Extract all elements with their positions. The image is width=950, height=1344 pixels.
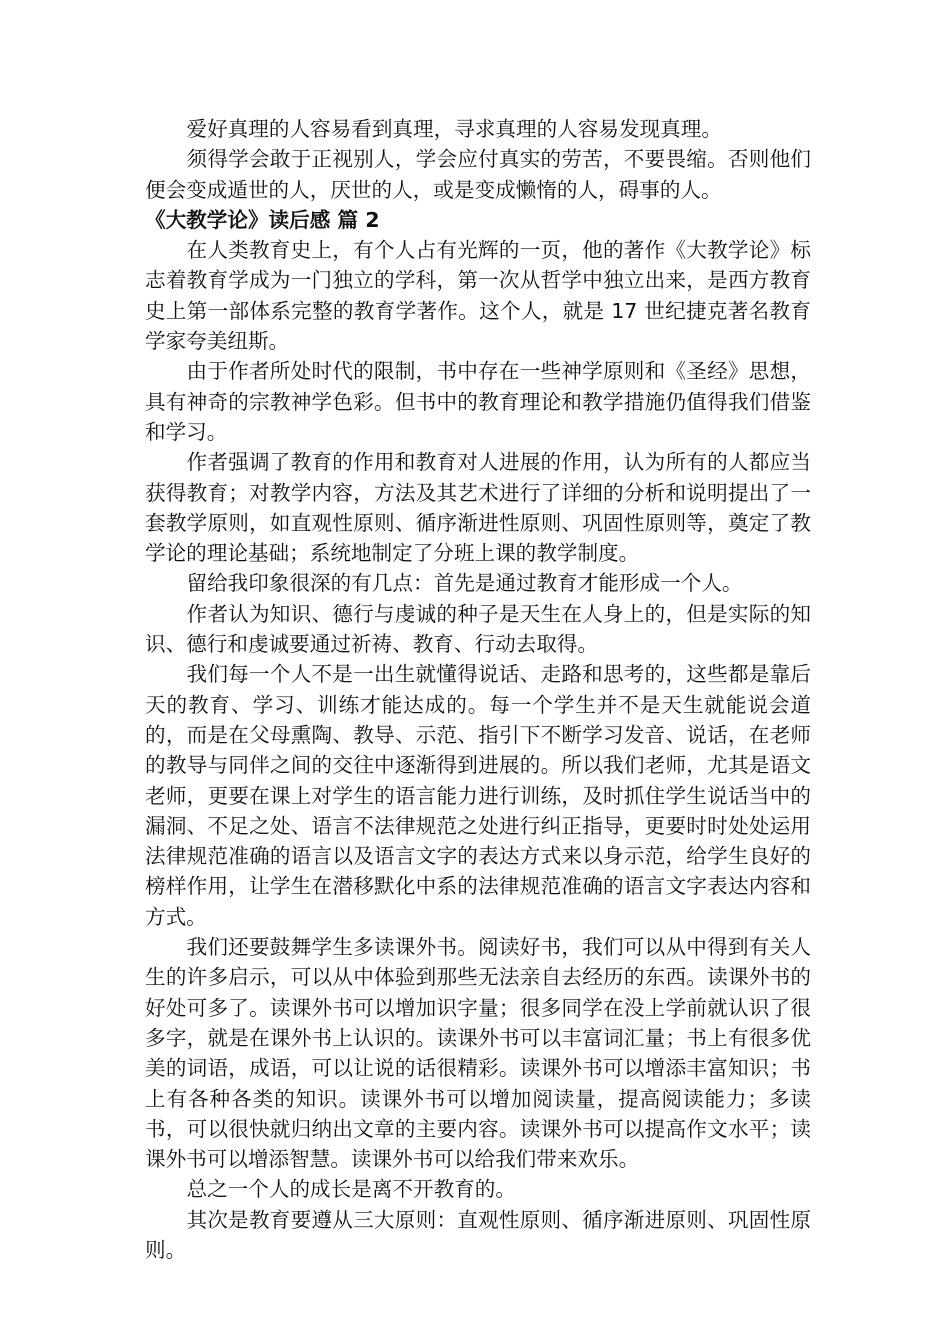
- paragraph-era-limits: 由于作者所处时代的限制，书中存在一些神学原则和《圣经》思想，具有神奇的宗教神学色彩。但书中的教育理论和教学措施仍值得我们借鉴和学习。: [145, 359, 811, 444]
- paragraph-principles: 其次是教育要遵从三大原则：直观性原则、循序渐进原则、巩固性原则。: [145, 1207, 811, 1262]
- paragraph-face-others: 须得学会敢于正视别人，学会应付真实的劳苦，不要畏缩。否则他们便会变成遁世的人，厌世的人，或是变成懒惰的人，碍事的人。: [145, 147, 811, 202]
- paragraph-seeds: 作者认为知识、德行与虔诚的种子是天生在人身上的，但是实际的知识、德行和虔诚要通过祈祷、教育、行动去取得。: [145, 601, 811, 657]
- paragraph-education-role: 作者强调了教育的作用和教育对人进展的作用，认为所有的人都应当获得教育；对教学内容，方法及其艺术进行了详细的分析和说明提出了一套教学原则，如直观性原则、循序渐进性原则、巩固性原则等，奠定了教学论的理论基础；系统地制定了分班上课的教学制度。: [145, 450, 811, 566]
- paragraph-growth: 总之一个人的成长是离不开教育的。: [186, 1177, 516, 1202]
- paragraph-truth: 爱好真理的人容易看到真理，寻求真理的人容易发现真理。: [186, 117, 722, 141]
- paragraph-language-training: 我们每一个人不是一出生就懂得说话、走路和思考的，这些都是靠后天的教育、学习、训练才能达成的。每一个学生并不是天生就能说会道的，而是在父母熏陶、教导、示范、指引下不断学习发音、说话，在老师的教导与同伴之间的交往中逐渐得到进展的。所以我们老师，尤其是语文老师，更要在课上对学生的语言能力进行训练，及时抓住学生说话当中的漏洞、不足之处、语言不法律规范之处进行纠正指导，更要时时处处运用法律规范准确的语言以及语言文字的表达方式来以身示范，给学生良好的榜样作用，让学生在潜移默化中系的法律规范准确的语言文字表达内容和方式。: [145, 662, 811, 929]
- paragraph-comenius-intro: 在人类教育史上，有个人占有光辉的一页，他的著作《大教学论》标志着教育学成为一门独立的学科，第一次从哲学中独立出来，是西方教育史上第一部体系完整的教育学著作。这个人，就是 17 世纪捷克著名教育学家夸美纽斯。: [145, 238, 811, 354]
- paragraph-impression: 留给我印象很深的有几点：首先是通过教育才能形成一个人。: [186, 571, 743, 596]
- section-heading: 《大教学论》读后感 篇 2: [145, 207, 380, 232]
- document-page: [145, 114, 811, 1265]
- paragraph-reading: 我们还要鼓舞学生多读课外书。阅读好书，我们可以从中得到有关人生的许多启示，可以从中体验到那些无法亲自去经历的东西。读课外书的好处可多了。读课外书可以增加识字量；很多同学在没上学前就认识了很多字，就是在课外书上认识的。读课外书可以丰富词汇量；书上有很多优美的词语，成语，可以让说的话很精彩。读课外书可以增添丰富知识；书上有各种各类的知识。读课外书可以增加阅读量，提高阅读能力；多读书，可以很快就归纳出文章的主要内容。读课外书可以提高作文水平；读课外书可以增添智慧。读课外书可以给我们带来欢乐。: [145, 935, 811, 1172]
